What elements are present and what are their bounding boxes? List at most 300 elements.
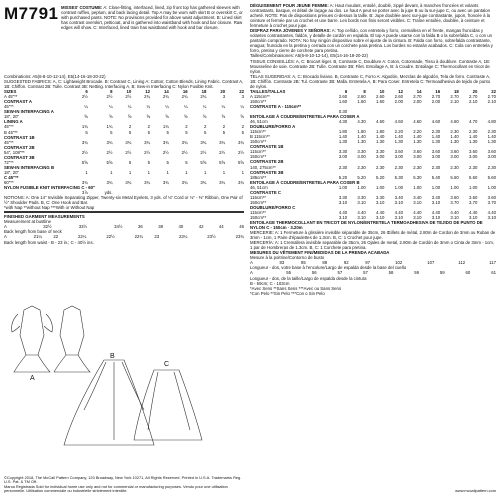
- pattern-number: M7791: [4, 4, 59, 23]
- table-cell: 2.30: [338, 164, 348, 170]
- table-cell: 85: [300, 260, 306, 266]
- bodice-front: [20, 306, 44, 355]
- table-cell: 3.00: [487, 154, 496, 160]
- table-cell: 58: [388, 270, 394, 276]
- table-cell: 3.00: [468, 154, 478, 160]
- combinations: Combinations: A5(6-8-10-12-14), E5(14-16-18-20-22): [4, 74, 106, 79]
- table-cell: 4.40: [487, 209, 496, 215]
- table-cell: 23¾: [235, 234, 244, 240]
- table-cell: 2.10: [450, 98, 459, 104]
- table-cell: 2.30: [450, 164, 459, 170]
- table-cell: 1.80: [376, 129, 385, 135]
- table-cell: 55: [286, 270, 292, 276]
- table-cell: 150cm**: [250, 139, 267, 145]
- table-cell: 4.60: [413, 119, 422, 125]
- table-cell: 2.70: [450, 93, 459, 99]
- table-cell: 22¼: [78, 234, 87, 240]
- table-cell: 3.10: [468, 214, 478, 220]
- costume-illustration: [4, 300, 204, 450]
- table-cell: 10: [379, 88, 385, 94]
- table-cell: 1.00: [413, 184, 422, 190]
- es-title: DISFRAZ PARA JÓVENES Y SEÑORAS:: [250, 28, 331, 34]
- table-cell: 3¾: [181, 179, 188, 185]
- table-cell: 107: [427, 260, 435, 266]
- header-text: A: Close-fitting, interfaced, lined, zip front top has gathered sleeves with contrast ruffles, peplum, and back lacing detail. Top A may be worn with skirt B or overskirt C, or with purchased pants. NOTE: No provisions provided for above waist adjustment. B: Lined skirt has contrast overskirt, petticoat, and is gathered into waistband with hook and bar closure. Raw edges will show. C: Interfaced, lined train has waistband with hook and bar closure.: [61, 5, 243, 31]
- table-cell: 3.40: [431, 194, 441, 200]
- header-title: MISSES' COSTUME:: [61, 5, 103, 10]
- table-cell: 4.60: [450, 119, 459, 125]
- table-cell: 1: [128, 169, 132, 175]
- table-cell: 2.30: [431, 129, 441, 135]
- table-cell: 3⅞: [81, 190, 88, 196]
- table-cell: 3¾: [162, 179, 169, 185]
- table-cell: 5: [85, 129, 88, 135]
- table-cell: 150cm**: [250, 199, 267, 205]
- table-cell: 59: [414, 270, 420, 276]
- entoilage-tricot: ENTOILAGE THERMOCOLLANT EN TRICOT DE NYLON/ENTRETELA TERMOADHESIVA DE TEJIDO DE PUNTO DE NYLON C - 150cm · 3.20m: [250, 220, 483, 231]
- train-c: [134, 370, 202, 440]
- table-cell: 1.40: [357, 134, 366, 140]
- table-cell: 1.30: [450, 139, 459, 145]
- table-cell: 115cm**: [250, 129, 266, 135]
- table-cell: 4.30: [357, 119, 366, 125]
- table-cell: ¼: [184, 104, 188, 110]
- table-cell: 1: [147, 169, 151, 175]
- table-cell: ⅝: [221, 114, 226, 120]
- table-cell: 102: [395, 260, 403, 266]
- table-cell: 2.70: [431, 93, 441, 99]
- table-cell: ¼: [84, 104, 88, 110]
- table-cell: 3.00: [413, 154, 422, 160]
- suggested-fabrics: SUGGESTED FABRICS: A, C: Lightweight Brocade. B: Contrast C, Lining A: Cotton; Cotton Blends, Lining Fabric. Contrast A, 1B: Chiffon. Contrast 2B: Tulle. Contrast 3B: Netting. Interfacing A, B: Sew-in Interfacing C: Nylon Fusible Knit.: [4, 79, 244, 90]
- table-cell: 1: [166, 169, 169, 175]
- table-cell: A 115cm**: [250, 93, 270, 99]
- table-cell: 5.60: [450, 174, 459, 180]
- table-cell: 23: [154, 234, 160, 240]
- table-cell: 2½: [219, 149, 226, 155]
- section-row: [250, 104, 496, 109]
- yardage-block: [4, 74, 244, 245]
- table-cell: 3.60: [450, 149, 459, 155]
- table-cell: 2½: [106, 149, 113, 155]
- table-cell: 115cm**: [250, 149, 266, 155]
- metric-yardage-table: [250, 89, 496, 220]
- table-cell: 3.70: [468, 199, 478, 205]
- table-cell: ⅝: [108, 114, 113, 120]
- table-cell: 2.70: [468, 93, 478, 99]
- table-cell: 2: [185, 124, 188, 130]
- table-cell: 1.00: [431, 184, 441, 190]
- table-cell: 18", 20": [4, 114, 19, 120]
- table-cell: ¼: [221, 104, 226, 110]
- table-cell: 5⅝: [200, 159, 207, 165]
- table-cell: 115cm**: [250, 194, 266, 200]
- table-cell: ⅝: [165, 114, 169, 120]
- table-cell: 59: [439, 270, 445, 276]
- table-cell: 5⅝: [238, 159, 244, 165]
- table-cell: 20: [220, 89, 226, 95]
- table-cell: 3.60: [431, 149, 441, 155]
- table-cell: 1.40: [468, 134, 478, 140]
- table-cell: 2¾: [162, 94, 169, 100]
- table-cell: 3¾: [219, 179, 226, 185]
- table-cell: 1¾: [162, 124, 169, 130]
- table-cell: ⅝: [184, 114, 188, 120]
- table-cell: 3¾: [144, 179, 151, 185]
- table-cell: 0.30: [338, 108, 348, 114]
- fr-text: A: Haut moulant, entoilé, doublé, zippé devant, à manches froncées et volants contrastants, basque, et détail de laçage au dos. Le haut A peut se porter avec la jupe B ou la sur-jupe C, ou avec un pantalon acheté. NOTE: Pas de dispositions prévues ci-dessus la taille. B: Jupe doublée avec sur-jupe contrastante, jupon, froncée à la ceinture et fermée par un crochet et une barre. Les bords non finis seront visibles. C: Traîne entoilée, doublée, à ceinture et fermeture à crochet pour jupe.: [250, 3, 491, 29]
- table-cell: 1.40: [487, 134, 496, 140]
- table-cell: 1.30: [357, 139, 366, 145]
- mesures-title: MESURES DU VÊTEMENT FINI/MEDIDAS DE LA PRENDA ACABADA: [250, 250, 390, 256]
- table-cell: 140, 275cm**: [250, 164, 276, 170]
- table-cell: 5: [166, 129, 169, 135]
- table-cell: 4.70: [468, 119, 478, 125]
- table-cell: 3.00: [450, 154, 459, 160]
- tailles: Tailles/Combinaisones: A5(6-8-10-12-14), E5(14-16-18-20-22): [250, 53, 368, 59]
- table-cell: 3.10: [431, 199, 441, 205]
- table-cell: 4.40: [450, 209, 459, 215]
- translations: [250, 3, 496, 296]
- right-column: [250, 0, 500, 500]
- table-cell: ⅝: [146, 114, 151, 120]
- table-cell: 3¾: [181, 139, 188, 145]
- table-cell: ¼: [146, 104, 151, 110]
- table-cell: 1.00: [376, 184, 385, 190]
- table-cell: 1.00: [487, 184, 496, 190]
- table-cell: 16: [182, 89, 188, 95]
- table-cell: 4.80: [487, 119, 496, 125]
- table-cell: 5: [166, 159, 169, 165]
- table-cell: 3¾: [144, 139, 151, 145]
- table-cell: 5: [128, 159, 132, 165]
- section-title: CONTRASTE 2B: [250, 159, 284, 165]
- table-cell: 4.30: [338, 119, 348, 125]
- table-cell: 2.20: [413, 129, 422, 135]
- table-cell: 150cm**: [250, 154, 267, 160]
- table-cell: 1.30: [468, 139, 478, 145]
- table-cell: ⅝: [127, 114, 132, 120]
- table-cell: 2½: [81, 94, 88, 100]
- table-cell: 2½: [200, 149, 207, 155]
- table-cell: A: [250, 260, 253, 266]
- table-cell: A: [4, 224, 7, 230]
- table-cell: 3.10: [376, 214, 385, 220]
- section-title: ENTOILAGE À COUDRE/ENTRETELA PARA COSER A: [250, 114, 360, 120]
- table-cell: 5.60: [487, 174, 496, 180]
- table-cell: 2.30: [487, 164, 496, 170]
- table-cell: ¼: [165, 104, 169, 110]
- table-cell: 1.40: [413, 134, 422, 140]
- table-cell: 34½: [114, 224, 123, 230]
- table-cell: 4.40: [431, 209, 441, 215]
- table-cell: 5: [203, 129, 207, 135]
- table-cell: 5: [241, 129, 244, 135]
- table-cell: 2½: [125, 94, 132, 100]
- notions: NOTIONS: A: One 14" Invisible Separating Zipper, Twenty-six Metal Eyelets, 3 yds. of ⅛" Cord or ⅛" - ⅜" Ribbon, One Pair of ½" Shoulder Pads. B, C: One Hook and Bar.: [4, 195, 243, 206]
- table-cell: 23¼: [179, 234, 188, 240]
- table-cell: 4.40: [357, 209, 366, 215]
- table-cell: 1.40: [338, 134, 348, 140]
- table-cell: 1.00: [450, 184, 459, 190]
- table-cell: 2¾: [181, 94, 188, 100]
- table-cell: 2.30: [431, 164, 441, 170]
- table-cell: 83: [279, 260, 285, 266]
- table-cell: 46, 51cm: [250, 184, 268, 190]
- table-cell: 3¾: [81, 139, 88, 145]
- table-cell: 3¾: [125, 179, 132, 185]
- table-cell: TAILLES/TALLAS: [250, 88, 286, 94]
- table-cell: 3¾: [200, 139, 207, 145]
- table-cell: 5.60: [468, 174, 478, 180]
- table-cell: 21¼: [33, 234, 42, 240]
- table-cell: ¼: [127, 104, 132, 110]
- table-cell: 185cm**: [250, 174, 267, 180]
- section-row: [4, 185, 244, 190]
- table-cell: 2: [241, 124, 244, 130]
- table-cell: 8: [363, 88, 366, 94]
- table-cell: 3.10: [450, 214, 459, 220]
- table-cell: 2¾: [144, 94, 151, 100]
- table-cell: 46, 51cm: [250, 119, 268, 125]
- table-cell: 3.30: [357, 149, 366, 155]
- section-title: ENTOILAGE À COUDRE/ENTRETELA PARA COSER B: [250, 179, 360, 185]
- table-cell: 2.70: [413, 93, 422, 99]
- table-cell: 3: [241, 94, 244, 100]
- table-cell: 3.00: [431, 154, 441, 160]
- section-title: CONTRAST A: [4, 99, 33, 105]
- table-cell: 72"**: [4, 159, 14, 165]
- table-cell: 42: [198, 224, 204, 230]
- section-title: CONTRASTE A - 115cm**: [250, 103, 302, 109]
- table-cell: 5.30: [394, 174, 403, 180]
- table-cell: 2½: [238, 149, 244, 155]
- table-cell: 4.40: [376, 209, 385, 215]
- table-cell: 1.00: [394, 184, 403, 190]
- table-cell: 1.60: [376, 98, 385, 104]
- table-cell: 23½: [207, 234, 216, 240]
- table-cell: 5⅝: [106, 159, 113, 165]
- section-title: CONTRASTE 3B: [250, 169, 284, 175]
- table-cell: 61: [491, 270, 496, 276]
- table-cell: 3.10: [376, 199, 385, 205]
- table-cell: 2½: [81, 149, 88, 155]
- table-cell: 1.40: [376, 134, 385, 140]
- table-cell: 1.30: [376, 139, 385, 145]
- table-cell: 2.30: [357, 164, 366, 170]
- table-cell: 2.00: [394, 98, 403, 104]
- table-cell: 2: [128, 124, 132, 130]
- table-cell: 1: [222, 169, 226, 175]
- website-footer: [254, 489, 496, 494]
- table-cell: 18", 20": [4, 169, 19, 175]
- table-cell: 3.30: [376, 149, 385, 155]
- table-cell: 22¾: [134, 234, 143, 240]
- longueur-label: Longueur - dos, votre base à l'encolure/Largo de espalda desde la base del cuello: [250, 265, 407, 271]
- table-cell: 3.30: [376, 194, 385, 200]
- bodice-back: [60, 306, 84, 355]
- table-cell: 3.60: [450, 194, 459, 200]
- table-cell: 5: [185, 129, 188, 135]
- table-cell: 2.60: [394, 93, 403, 99]
- table-cell: 3.10: [413, 199, 422, 205]
- table-cell: 5: [110, 129, 113, 135]
- table-cell: 2.70: [487, 93, 496, 99]
- table-cell: 3.30: [338, 194, 348, 200]
- table-cell: 2.30: [394, 164, 403, 170]
- table-cell: 3¾: [200, 179, 207, 185]
- table-cell: 8: [110, 89, 113, 95]
- section-title: CONTRAST 3B: [4, 154, 35, 160]
- table-cell: 22: [53, 234, 59, 240]
- table-cell: 1.30: [487, 139, 496, 145]
- illus-label-b: B: [110, 353, 115, 360]
- table-cell: 4.40: [413, 209, 422, 215]
- copyright-2: Marca Registrada Sold for individual home use only and not for commercial or manufacturing purposes. Vendu pour une utilisation personnelle. Utilisation commerciale ou industrielle strictement interdite.: [4, 483, 228, 494]
- table-cell: 1.00: [338, 184, 348, 190]
- table-cell: 3.60: [487, 194, 496, 200]
- table-cell: 6: [344, 88, 348, 94]
- table-cell: 5: [147, 159, 151, 165]
- table-cell: 2½: [125, 149, 132, 155]
- table-cell: 2.30: [468, 164, 478, 170]
- table-cell: 18: [201, 89, 207, 95]
- table-cell: 5.40: [431, 174, 441, 180]
- table-cell: 3.40: [413, 194, 422, 200]
- table-cell: 1.00: [357, 184, 366, 190]
- table-cell: 2.60: [338, 93, 348, 99]
- table-cell: 1: [203, 169, 207, 175]
- table-cell: 1.30: [394, 139, 403, 145]
- table-cell: 5: [185, 159, 188, 165]
- table-cell: 3.10: [487, 214, 496, 220]
- table-cell: 150cm**: [250, 98, 267, 104]
- table-cell: ⅝: [240, 114, 244, 120]
- table-cell: 1: [185, 169, 188, 175]
- table-cell: 3.10: [394, 199, 403, 205]
- table-cell: 2½: [162, 149, 169, 155]
- table-cell: 1: [241, 169, 244, 175]
- table-cell: 1¾: [81, 124, 88, 130]
- table-cell: 3.10: [394, 214, 403, 220]
- table-cell: 88: [322, 260, 328, 266]
- table-cell: 3.30: [357, 194, 366, 200]
- table-cell: A 45"**: [4, 94, 18, 100]
- table-cell: 5: [222, 129, 226, 135]
- table-cell: B 115cm**: [250, 134, 270, 140]
- es-text: A: Top ceñido, con entretela y forro, cremallera en el frente, mangas fruncidas y volantes contrastantes, faldón, y detalle de cordón en espalda. El top A puede usarse con la falda B o la sobrefalda C, o con un pantalón comprado. NOTA: No hay ningún dispositivo sobre el ajuste de la cintura. B: Falda con forro, sobrefalda contrastante, enagua; fruncida en la pretina y cerrada con un corchete para pretina. Los bordes no estarán acabados. C: Cola con entretela y forro, pretina y cierre de corchete para pretina.: [250, 28, 493, 54]
- table-cell: 3.00: [357, 154, 366, 160]
- table-cell: 14: [164, 89, 169, 95]
- longueur2-values: B - 59cm; C - 103cm: [250, 280, 290, 286]
- table-cell: 112: [458, 260, 466, 266]
- table-cell: 5⅝: [81, 159, 88, 165]
- table-cell: 115cm**: [250, 209, 266, 215]
- table-cell: 18: [453, 88, 459, 94]
- table-cell: 12: [145, 89, 151, 95]
- table-cell: 97: [365, 260, 371, 266]
- table-cell: 5.30: [413, 174, 422, 180]
- table-cell: 1: [85, 169, 88, 175]
- table-cell: 4.60: [376, 119, 385, 125]
- table-cell: B 45"**: [4, 129, 18, 135]
- footer: [4, 476, 244, 494]
- website[interactable]: www.mccallpattern.com: [455, 488, 496, 494]
- section-title: NYLON FUSIBLE KNIT INTERFACING C - 60": [4, 185, 96, 191]
- table-cell: 1.80: [338, 129, 348, 135]
- mercerie: MERCERIE: A: 1 Fermeture à glissière invisible séparable de 35cm, 26 Œillets de métal, 2.80m de Cordon de 3mm ou Ruban de 3mm - 1cm, 1 Paire d'épaulettes de 1.3cm. B, C: 1 Crochet pour jupe.: [250, 230, 496, 241]
- nap-fr: *Avec Sens **Sans Sens ***Avec ou Sans Sens: [250, 285, 342, 291]
- table-cell: 2.10: [487, 98, 496, 104]
- skirt-length: Back length from waist - B - 23 in.; C - 40½ ins.: [4, 239, 94, 245]
- table-cell: 45"**: [4, 104, 14, 110]
- table-cell: 2: [222, 124, 226, 130]
- table-cell: 3¾: [81, 179, 88, 185]
- table-cell: 40: [178, 224, 184, 230]
- tissus: TISSUS CONSEILLÉS: A, C: Brocart léger. B, Contraste C, Doublure A: Coton, Cotonnade, Tissu à doublure. Contraste A, 1B: Mousseline de soie. Contraste 2B: Tulle. Contraste 3B: Filet. Entoilage A, B: à Coudre. Entoilage C: Thermocollant en tricot de nylon.: [250, 58, 491, 74]
- yardage-table: [4, 89, 244, 195]
- table-cell: 2.30: [376, 164, 385, 170]
- table-cell: 3.10: [413, 214, 422, 220]
- left-column: [0, 0, 248, 500]
- table-cell: 2.30: [468, 129, 478, 135]
- table-cell: 45"**: [4, 124, 14, 130]
- table-cell: ⅝: [84, 114, 88, 120]
- table-cell: 3.60: [468, 149, 478, 155]
- section-title: DOUBLURE/FORRO A: [250, 124, 296, 130]
- table-cell: 2½: [106, 94, 113, 100]
- table-cell: 2¾: [200, 94, 207, 100]
- table-cell: 2: [203, 124, 207, 130]
- table-cell: 3¾: [238, 139, 244, 145]
- table-cell: 3¾: [125, 139, 132, 145]
- table-cell: 2.00: [431, 98, 441, 104]
- table-cell: 5.20: [338, 174, 348, 180]
- table-cell: 3¾: [219, 139, 226, 145]
- table-cell: 150cm**: [250, 214, 267, 220]
- table-cell: 5.20: [357, 174, 366, 180]
- table-cell: 2.00: [413, 98, 422, 104]
- table-cell: 2.30: [413, 164, 422, 170]
- section-title: CONTRASTE C: [250, 189, 282, 195]
- table-cell: 22: [239, 89, 244, 95]
- table-cell: 4.40: [394, 209, 403, 215]
- table-cell: 4.40: [338, 209, 348, 215]
- table-cell: 57: [337, 270, 343, 276]
- finished-measurements-title: FINISHED GARMENT MEASUREMENTS: [4, 214, 85, 220]
- table-cell: 16: [435, 88, 441, 94]
- table-cell: 2½: [144, 149, 151, 155]
- table-cell: 45"**: [4, 139, 14, 145]
- table-cell: 1.40: [394, 134, 403, 140]
- table-cell: 36: [137, 224, 143, 230]
- table-cell: 2½: [181, 149, 188, 155]
- section-title: SEW-IN INTERFACING A: [4, 109, 54, 115]
- table-cell: SIZES: [4, 89, 17, 95]
- table-cell: 3.10: [338, 214, 348, 220]
- table-cell: 1.40: [431, 134, 441, 140]
- table-cell: 1.40: [450, 134, 459, 140]
- table-cell: 1.60: [357, 98, 366, 104]
- table-cell: 60"**: [4, 179, 14, 185]
- table-cell: 5: [147, 129, 151, 135]
- fr-title: DÉGUISEMENT POUR JEUNE FEMME:: [250, 3, 329, 8]
- table-cell: 57: [363, 270, 368, 276]
- table-cell: 1¾: [106, 124, 113, 130]
- table-cell: 92: [343, 260, 349, 266]
- table-cell: 3¾: [162, 139, 169, 145]
- table-cell: 14: [416, 88, 422, 94]
